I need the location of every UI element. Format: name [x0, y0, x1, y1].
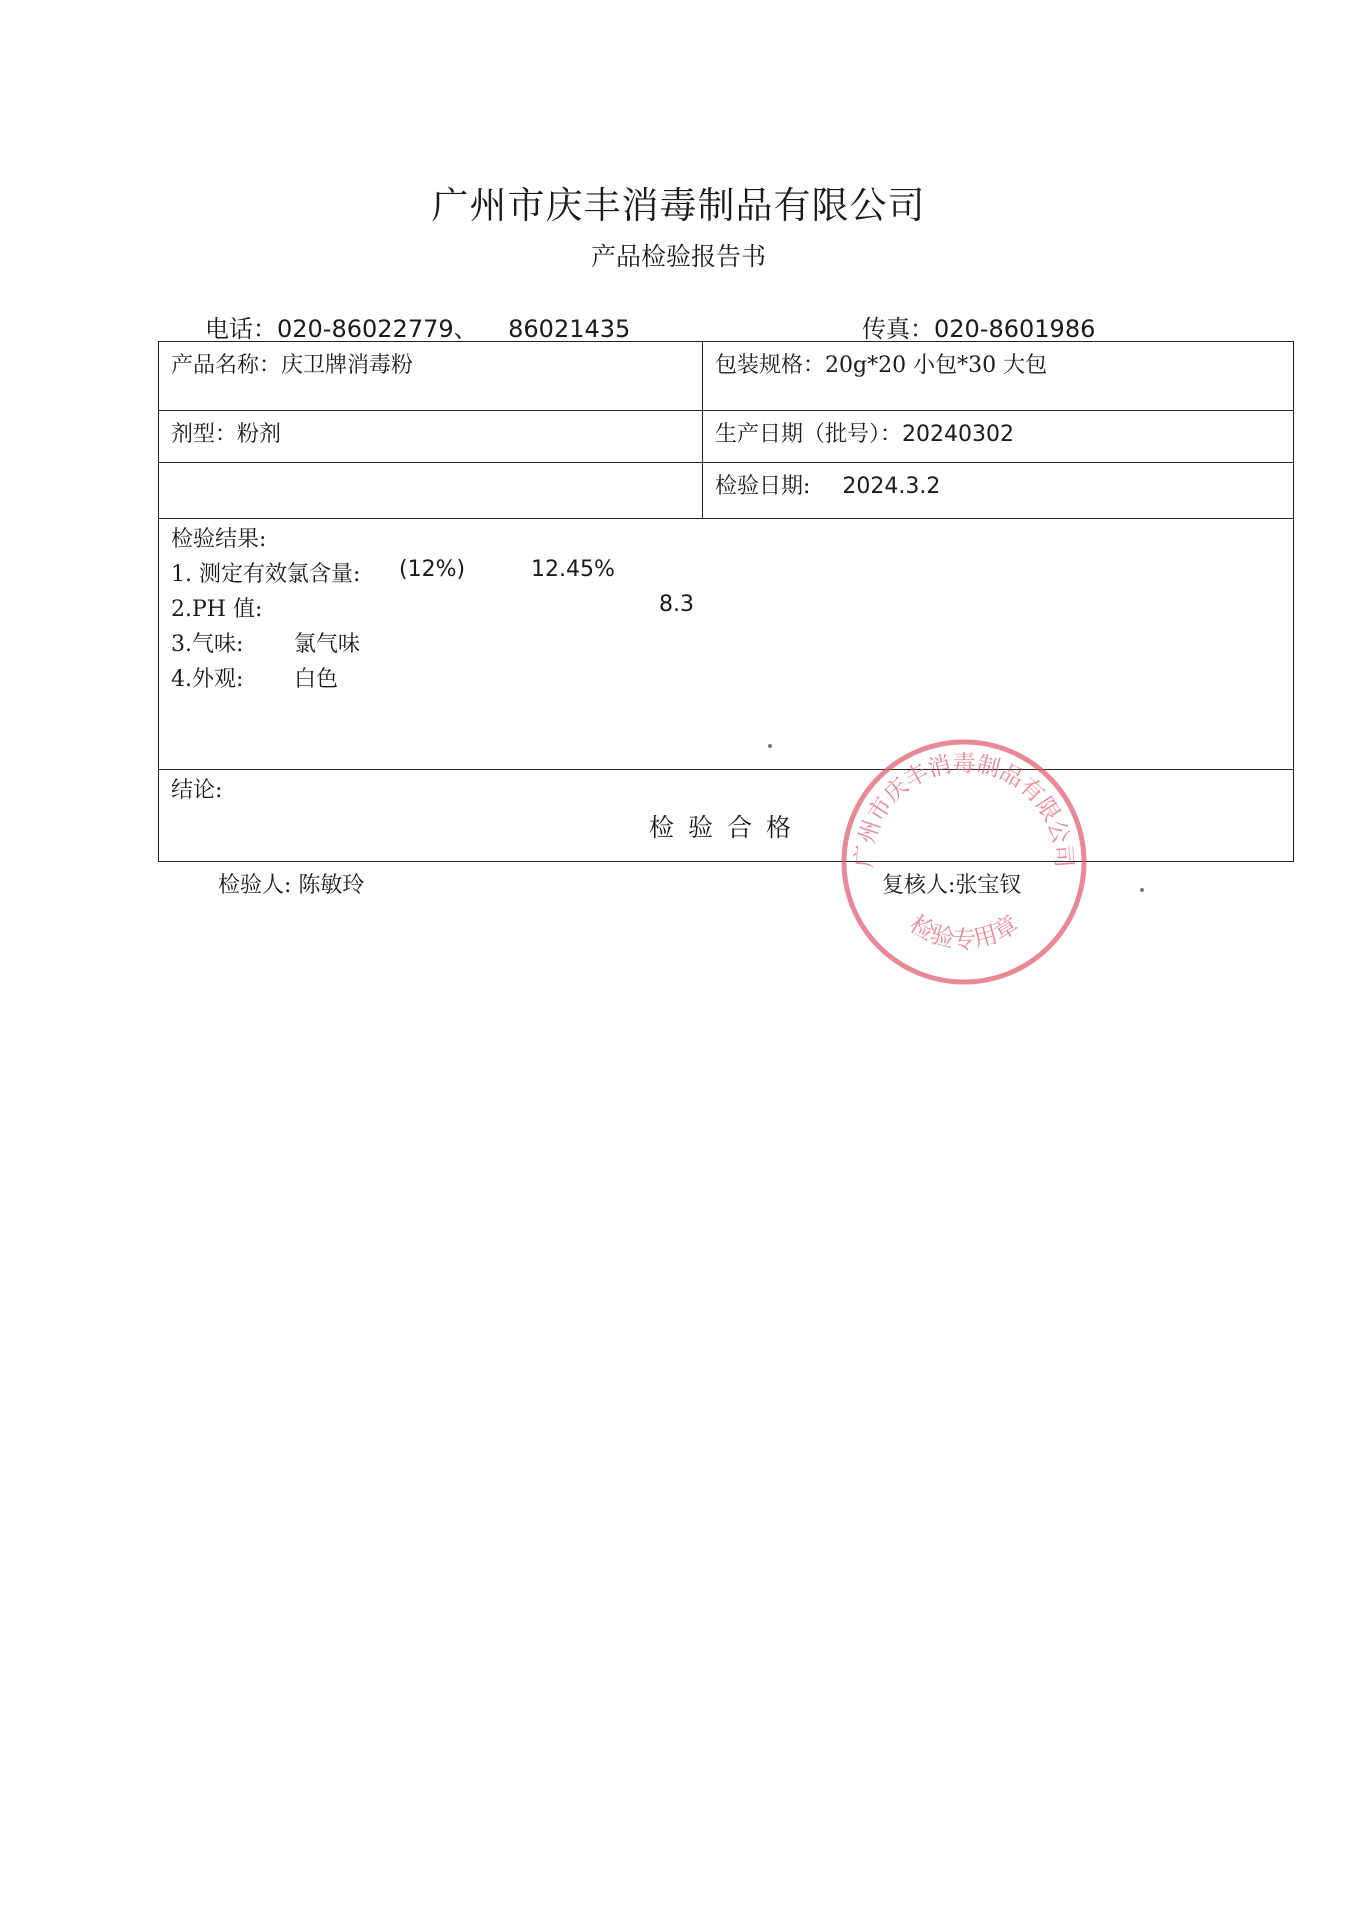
dosage-form-cell [171, 417, 281, 448]
phone-numbers: 020-86022779、 86021435 [277, 315, 631, 343]
fax-line [862, 309, 1095, 344]
seal-bottom-text: 检验专用章 [904, 909, 1024, 954]
result-item-chlorine-label: 1. 测定有效氯含量: [171, 562, 361, 587]
product-name-label: 产品名称： [171, 353, 282, 378]
production-date-cell [715, 417, 1014, 448]
production-date-value: 20240302 [902, 422, 1014, 447]
inspector-name: 陈敏玲 [298, 873, 365, 898]
inspection-date-value: 2024.3.2 [842, 474, 941, 499]
result-item-appearance-value: 白色 [294, 667, 339, 692]
table-divider [159, 518, 1293, 519]
inspector-signature [218, 868, 364, 899]
result-item-appearance-label: 4.外观: [171, 667, 244, 692]
package-spec-value: 20g*20 小包*30 大包 [825, 353, 1048, 378]
report-table [158, 341, 1294, 862]
result-item-ph-label: 2.PH 值: [171, 597, 263, 622]
reviewer-name: 张宝钗 [955, 873, 1022, 898]
phone-line [205, 309, 630, 344]
reviewer-label: 复核人: [882, 873, 956, 898]
company-title: 广州市庆丰消毒制品有限公司 [431, 184, 926, 227]
package-spec-label: 包装规格： [715, 353, 826, 378]
seal-top-text: 广州市庆丰消毒制品有限公司 [851, 750, 1077, 869]
fax-label: 传真： [862, 315, 934, 343]
dosage-form-value: 粉剂 [237, 422, 282, 447]
product-name-cell [171, 348, 413, 379]
results-label: 检验结果: [171, 527, 267, 552]
phone-label: 电话： [205, 315, 277, 343]
conclusion-value: 检验合格 [648, 813, 805, 842]
table-column-divider [702, 342, 703, 518]
inspector-label: 检验人: [218, 873, 292, 898]
result-item-odor-value: 氯气味 [294, 632, 361, 657]
result-item-odor-label: 3.气味: [171, 632, 244, 657]
inspection-date-label: 检验日期: [715, 474, 811, 499]
dosage-form-label: 剂型： [171, 422, 238, 447]
result-item-ph-value: 8.3 [659, 592, 694, 617]
inspection-seal [838, 736, 1090, 988]
table-divider [159, 462, 1293, 463]
fax-number: 020-8601986 [934, 315, 1096, 343]
result-item-chlorine-spec: (12%) [399, 557, 466, 582]
table-divider [159, 410, 1293, 411]
table-divider [159, 769, 1293, 770]
package-spec-cell [715, 348, 1047, 379]
scan-speck [768, 744, 772, 748]
report-subtitle: 产品检验报告书 [590, 242, 766, 271]
inspection-date-cell [715, 469, 940, 500]
scan-speck [1140, 888, 1144, 892]
result-item-chlorine-value: 12.45% [531, 557, 615, 582]
product-name-value: 庆卫牌消毒粉 [281, 353, 414, 378]
conclusion-label: 结论: [171, 778, 223, 803]
production-date-label: 生产日期（批号）： [715, 422, 903, 447]
